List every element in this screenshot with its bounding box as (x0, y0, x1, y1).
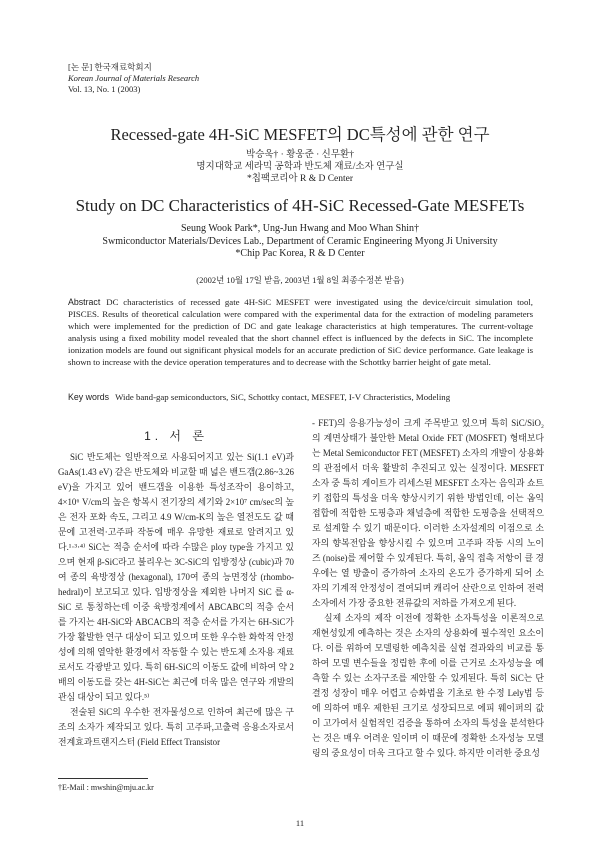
right-column (312, 416, 544, 761)
title-korean: Recessed-gate 4H-SiC MESFET의 DC특성에 관한 연구 (110, 125, 490, 144)
left-column (58, 450, 294, 750)
abstract-label: Abstract (68, 297, 101, 307)
journal-header-line2: Korean Journal of Materials Research (68, 73, 200, 83)
journal-header-line3: Vol. 13, No. 1 (2003) (68, 84, 141, 94)
abstract (68, 296, 533, 368)
authors-english-affil1: Swmiconductor Materials/Devices Lab., Department of Ceramic Engineering Myong Ji University (102, 235, 498, 247)
section-heading-introduction: 1. 서 론 (144, 429, 208, 443)
authors-korean-affil1: 명지대학교 세라믹 공학과 반도체 재료/소자 연구실 (196, 162, 404, 172)
authors-korean (0, 149, 600, 185)
footnote-divider (58, 778, 148, 779)
footnote-email: †E-Mail : mwshin@mju.ac.kr (58, 783, 154, 792)
title-english: Study on DC Characteristics of 4H-SiC Recessed-Gate MESFETs (75, 196, 525, 215)
left-paragraph-1: SiC 반도체는 일반적으로 사용되어지고 있는 Si(1.1 eV)과 GaAs(1.43 eV) 같은 반도체와 비교할 때 넓은 밴드갭(2.86~3.26 eV)을 가지고 있어 밴드갭을 이용한 특성조작이 용이하고, 4×10⁶ V/cm의 높은 항복시 전기장의 세기와 2×10⁷ cm/sec의 높은 전자 포화 속도, 그리고 4.9 W/cm-K의 높은 열전도도 값 때문에 고전력·고주파 작동에 매우 유망한 재료로 알려지고 있다.¹·³·⁴⁾ SiC는 적층 순서에 따라 수많은 ploy type을 가지고 있으며 현재 β-SiC라고 불리우는 3C-SiC의 입방정상 (cubic)과 70여 종의 육방정상 (hexagonal), 170여 종의 능면정상 (rhombo-hedral)이 보고되고 있다. 입방정상을 제외한 나머지 SiC 를 α-SiC 로 통칭하는데 이중 육방정계에서 ABCABC의 적층 순서를 가지는 4H-SiC와 ABCACB의 적층 순서를 가지는 6H-SiC가 가장 활발한 연구 대상이 되고 있으며 또한 우수한 화학적 안정성에 의해 열악한 환경에서 작동할 수 있는 반도체 소자용 재료로서도 각광받고 있다. 특히 6H-SiC의 이동도 값에 비하여 약 2배의 이동도를 갖는 4H-SiC는 최근에 더욱 많은 연구와 개발의 관심 대상이 되고 있다.⁵⁾ (58, 452, 294, 702)
authors-english-names: Seung Wook Park*, Ung-Jun Hwang and Moo Whan Shin† (181, 223, 419, 234)
authors-english (0, 223, 600, 261)
journal-header-line1: [논 문] 한국재료학회지 (68, 62, 152, 72)
page-number: 11 (295, 818, 305, 828)
abstract-text: DC characteristics of recessed gate 4H-SiC MESFET were investigated using the device/circuit simulation tool, PISCES. Results of theoretical calculation were compared with the experimental data for the extraction of modeling parameters which were implemented for the prediction of DC and gate leakage characteristics at high temperatures. The current-voltage analysis using a fixed mobility model revealed that the short channel effect is influenced by the defects in SiC. The incomplete ionization models are found out significant physical models for an accurate prediction of SiC device performance. Gate leakage is shown to increase with the device operation temperatures and to decrease with the Schottky barrier height of gate metal. (68, 297, 533, 367)
authors-korean-affil2: *칩팩코리아 R & D Center (246, 174, 354, 184)
journal-header (68, 62, 199, 95)
authors-korean-names: 박승욱† · 황웅준 · 신무환† (246, 150, 354, 160)
left-paragraph-2: 전술된 SiC의 우수한 전자물성으로 인하여 최근에 많은 구조의 소자가 제작되고 있다. 특히 고주파,고출력 응용소자로서 전계효과트랜지스터 (Field Effect Transistor (58, 707, 294, 747)
keywords (68, 392, 538, 402)
authors-english-affil2: *Chip Pac Korea, R & D Center (235, 248, 365, 259)
right-paragraph-1: - FET)의 응용가능성이 크게 주목받고 있으며 특히 SiC/SiO₂의 계면상태가 불안한 Metal Oxide FET (MOSFET) 형태보다는 Metal Semiconductor FET (MESFET) 소자의 개발이 상용화의 관점에서 더욱 활발히 추진되고 있는 실정이다. MESFET 소자 중 특히 게이트가 리세스된 MESFET 소자는 음익과 쇼트키 접합의 특성을 더욱 향상시키기 위한 방법인데, 이는 옴익접합에 적합한 도핑층과 채널층에 적합한 도핑층을 선택적으로 설계할 수 있기 때문이다. 이러한 소자설계의 이점으로 소자의 향복전압을 향상시킬 수 있으며 고주파 작동 시의 노이즈 (noise)를 제어할 수 있게된다. 특히, 옴익 접촉 저항이 클 경우에는 열 방출이 증가하여 소자의 온도가 증가하게 되어 소자의 기계적 안정성이 결여되며 캐리어 산란으로 인하여 전력소자에서 가장 중요한 전류값의 저하를 가져오게 된다. (312, 418, 544, 608)
right-paragraph-2: 실제 소자의 제작 이전에 정확한 소자특성을 이론적으로 재현성있게 예측하는 것은 소자의 상용화에 필수적인 요소이다. 이를 위하여 모델링한 예측치를 실험 결과와의 비교를 통하여 모델 변수들을 정립한 후에 이를 근거로 소자성능을 예측할 수 있는 소자구조를 제안할 수 있게된다. 특히 SiC는 단결정 성장이 매우 어렵고 승화법을 기초로 한 수정 Lely법 등에 의하여 매우 제한된 크기로 성장되므로 에피 웨이퍼의 값이 고가여서 실험적인 검증을 통하여 소자의 특성을 분석한다는 것은 매우 어려운 일이며 이 때문에 정확한 소자성능 모델링의 중요성이 더욱 크다고 할 수 있다. 하지만 이러한 중요성 (312, 613, 544, 758)
received-dates: (2002년 10월 17일 받음, 2003년 1월 8일 최종수정본 받음) (196, 275, 404, 285)
keywords-label: Key words (68, 392, 110, 402)
keywords-text: Wide band-gap semiconductors, SiC, Schottky contact, MESFET, I-V Chracteristics, Modeling (115, 392, 451, 402)
